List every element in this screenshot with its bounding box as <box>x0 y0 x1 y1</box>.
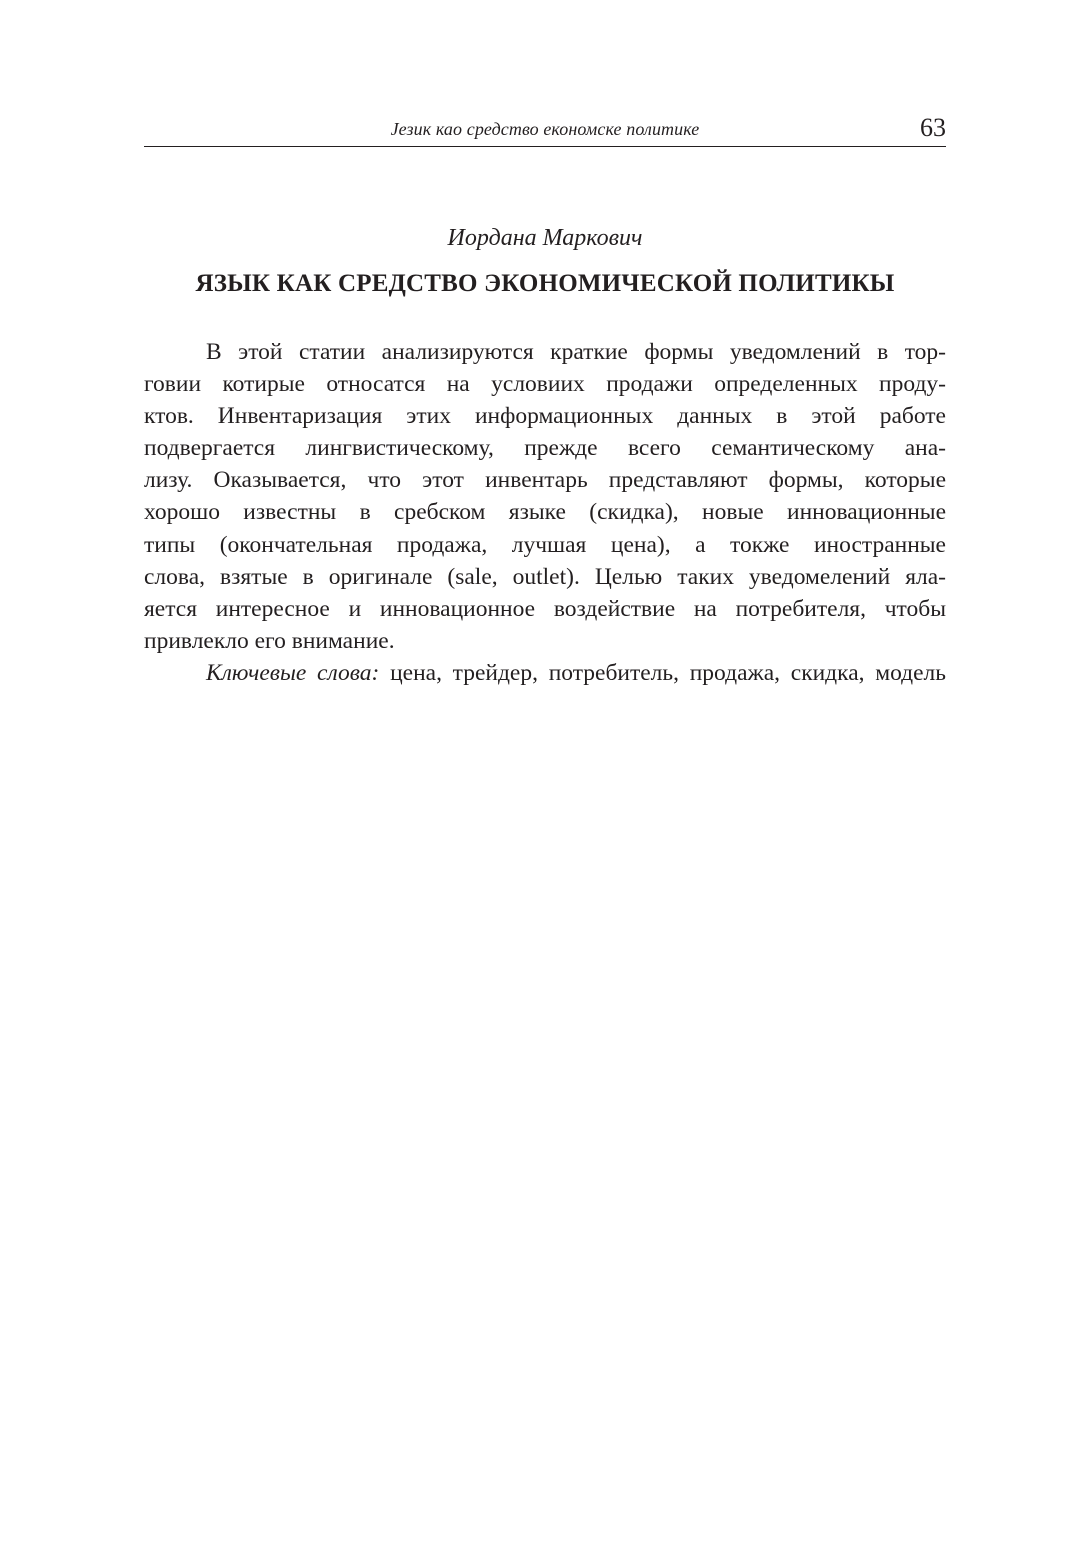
running-header <box>144 112 946 147</box>
abstract-line: В этой статии анализируются краткие формы уведомлений в тор- <box>206 339 946 365</box>
abstract-line: говии котирые относатся на условиих продажи определенных проду- <box>144 371 946 398</box>
abstract-line: ктов. Инвентаризация этих информационных данных в этой работе <box>144 403 946 430</box>
keywords-list: цена, трейдер, потребитель, продажа, скидка, модель <box>390 659 946 686</box>
abstract-line: привлекло его внимание. <box>144 627 395 654</box>
abstract-line: типы (окончательная продажа, лучшая цена), а токже иностранные <box>144 531 946 558</box>
abstract-line: лизу. Оказывается, что этот инвентарь представляют формы, которые <box>144 467 946 494</box>
keywords-label: Ключевые слова: <box>206 659 380 686</box>
abstract-line: яется интересное и инновационное воздействие на потребителя, чтобы <box>144 595 946 622</box>
abstract-line: хорошо известны в сребском языке (скидка), новые инновационные <box>144 499 946 526</box>
abstract-line: слова, взятые в оригинале (sale, outlet). Целью таких уведомелений яла- <box>144 563 946 590</box>
author-name: Иордана Маркович <box>447 225 643 251</box>
abstract-line: подвергается лингвистическому, прежде всего семантическому ана- <box>144 435 946 462</box>
page-number: 63 <box>920 113 946 142</box>
abstract <box>144 336 946 689</box>
running-title: Језик као средство економске политике <box>390 119 700 139</box>
article-title: ЯЗЫК КАК СРЕДСТВО ЭКОНОМИЧЕСКОЙ ПОЛИТИКЫ <box>195 270 895 297</box>
keywords-line <box>144 657 946 689</box>
